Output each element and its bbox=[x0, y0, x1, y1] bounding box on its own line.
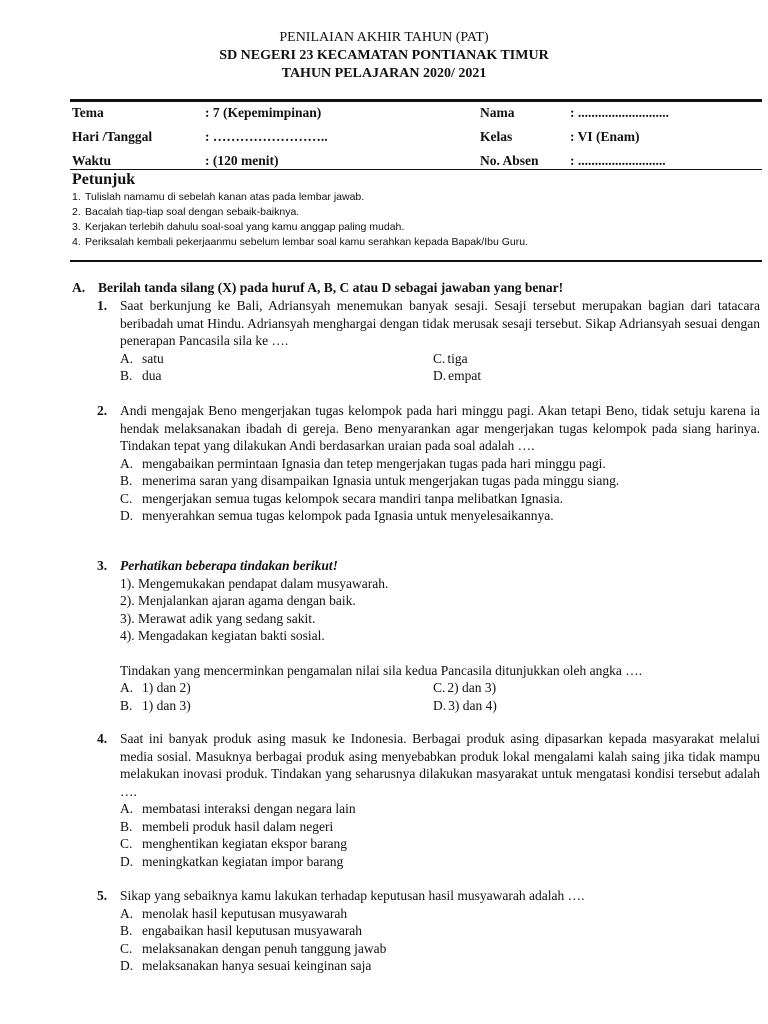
option-c[interactable]: C. menghentikan kegiatan ekspor barang bbox=[120, 836, 348, 851]
question-text: Saat berkunjung ke Bali, Adriansyah menemukan banyak sesaji. Sesaji tersebut merupakan bagian dari tatacara beribadah umat Hindu. Adriansyah menghargai dengan tidak merusak sesaji tersebut. Sikap Adriansyah sesuai dengan penerapan Pancasila sila ke …. bbox=[120, 298, 760, 348]
option-d[interactable]: D. empat bbox=[433, 368, 482, 383]
answer-options bbox=[120, 800, 760, 870]
question-1 bbox=[72, 297, 760, 385]
option-c[interactable]: C. mengerjakan semua tugas kelompok secara mandiri tanpa melibatkan Ignasia. bbox=[120, 490, 563, 506]
instruction-item: 4. Periksalah kembali pekerjaanmu sebelum lembar soal kamu serahkan kepada Bapak/Ibu Guru. bbox=[72, 236, 528, 248]
statement-item: 1). Mengemukakan pendapat dalam musyawarah. bbox=[120, 575, 389, 591]
question-text: Perhatikan beberapa tindakan berikut! bbox=[120, 558, 338, 573]
section-letter: A. bbox=[72, 280, 86, 295]
question-number: 3. bbox=[97, 558, 108, 573]
option-b[interactable]: B. engabaikan hasil keputusan musyawarah bbox=[120, 923, 363, 938]
statement-item: 2). Menjalankan ajaran agama dengan baik. bbox=[120, 593, 356, 608]
answer-options bbox=[120, 679, 760, 714]
option-d[interactable]: D. 3) dan 4) bbox=[433, 697, 497, 713]
option-a[interactable]: A. membatasi interaksi dengan negara lain bbox=[120, 801, 356, 816]
hari-value: : …………………….. bbox=[205, 129, 328, 144]
absen-value: : .......................... bbox=[570, 153, 666, 168]
option-b[interactable]: B. 1) dan 3) bbox=[120, 697, 191, 713]
nama-label: Nama bbox=[480, 105, 515, 120]
kelas-value: : VI (Enam) bbox=[570, 129, 640, 144]
instruction-item: 3. Kerjakan terlebih dahulu soal-soal yang kamu anggap paling mudah. bbox=[72, 221, 405, 233]
tema-label: Tema bbox=[72, 105, 104, 120]
answer-options bbox=[120, 905, 760, 975]
question-text: Saat ini banyak produk asing masuk ke Indonesia. Berbagai produk asing dipasarkan kepada masyarakat melalui media sosial. Masuknya berbagai produk asing menyebabkan produk lokal mengalami kalah saing jika tidak mampu melakukan inovasi produk. Tindakan yang seharusnya dilakukan masyarakat untuk mengatasi kondisi tersebut adalah …. bbox=[120, 731, 760, 799]
question-number: 4. bbox=[97, 731, 108, 746]
option-b[interactable]: B. dua bbox=[120, 368, 162, 383]
option-a[interactable]: A. mengabaikan permintaan Ignasia dan tetep mengerjakan tugas pada hari minggu pagi. bbox=[120, 455, 606, 471]
question-2 bbox=[72, 402, 760, 525]
option-b[interactable]: B. membeli produk hasil dalam negeri bbox=[120, 818, 334, 834]
instructions-title: Petunjuk bbox=[72, 171, 136, 188]
option-a[interactable]: A. 1) dan 2) bbox=[120, 680, 191, 695]
answer-options bbox=[120, 350, 760, 385]
statement-item: 4). Mengadakan kegiatan bakti sosial. bbox=[120, 628, 325, 643]
option-a[interactable]: A. satu bbox=[120, 350, 164, 366]
header-divider-top bbox=[70, 99, 762, 102]
option-d[interactable]: D. menyerahkan semua tugas kelompok pada Ignasia untuk menyelesaikannya. bbox=[120, 508, 554, 523]
section-heading bbox=[72, 280, 563, 296]
option-d[interactable]: D. melaksanakan hanya sesuai keinginan saja bbox=[120, 958, 372, 973]
instructions-list bbox=[72, 190, 732, 250]
school-year: TAHUN PELAJARAN 2020/ 2021 bbox=[281, 66, 487, 81]
question-5 bbox=[72, 887, 760, 975]
statement-item: 3). Merawat adik yang sedang sakit. bbox=[120, 610, 316, 626]
hari-label: Hari /Tanggal bbox=[72, 129, 153, 144]
waktu-label: Waktu bbox=[72, 153, 112, 168]
option-b[interactable]: B. menerima saran yang disampaikan Ignasia untuk mengerjakan tugas pada minggu siang. bbox=[120, 473, 620, 488]
kelas-label: Kelas bbox=[480, 129, 513, 144]
option-c[interactable]: C. tiga bbox=[433, 350, 468, 366]
nama-value: : ........................... bbox=[570, 105, 669, 120]
question-3 bbox=[72, 557, 760, 714]
option-d[interactable]: D. meningkatkan kegiatan impor barang bbox=[120, 853, 344, 869]
option-c[interactable]: C. 2) dan 3) bbox=[433, 680, 497, 695]
question-prompt: Tindakan yang mencerminkan pengamalan nilai sila kedua Pancasila ditunjukkan oleh angka …. bbox=[120, 662, 643, 678]
section-title: Berilah tanda silang (X) pada huruf A, B, C atau D sebagai jawaban yang benar! bbox=[98, 280, 564, 295]
instruction-item: 2. Bacalah tiap-tiap soal dengan sebaik-baiknya. bbox=[72, 206, 300, 218]
question-number: 5. bbox=[97, 888, 108, 903]
school-name: SD NEGERI 23 KECAMATAN PONTIANAK TIMUR bbox=[219, 48, 549, 63]
exam-title: PENILAIAN AKHIR TAHUN (PAT) bbox=[279, 30, 489, 45]
absen-label: No. Absen bbox=[480, 153, 539, 168]
question-number: 1. bbox=[97, 298, 108, 313]
question-4 bbox=[72, 730, 760, 870]
info-divider bbox=[70, 169, 762, 170]
question-number: 2. bbox=[97, 403, 108, 418]
instruction-item: 1. Tulislah namamu di sebelah kanan atas pada lembar jawab. bbox=[72, 191, 365, 203]
waktu-value: : (120 menit) bbox=[205, 153, 279, 168]
question-text: Sikap yang sebaiknya kamu lakukan terhadap keputusan hasil musyawarah adalah …. bbox=[120, 888, 585, 903]
question-text: Andi mengajak Beno mengerjakan tugas kelompok pada hari minggu pagi. Akan tetapi Beno, tidak setuju karena ia hendak melaksanakan ibadah di gereja. Beno menyarankan agar mengerjakan tugas kelompok pada siang harinya. Tindakan tepat yang dilakukan Andi berdasarkan uraian pada soal adalah …. bbox=[120, 403, 760, 453]
tema-value: : 7 (Kepemimpinan) bbox=[205, 105, 322, 120]
option-c[interactable]: C. melaksanakan dengan penuh tanggung jawab bbox=[120, 940, 387, 956]
answer-options bbox=[120, 455, 760, 525]
option-a[interactable]: A. menolak hasil keputusan musyawarah bbox=[120, 905, 348, 921]
instructions-divider bbox=[70, 260, 762, 262]
